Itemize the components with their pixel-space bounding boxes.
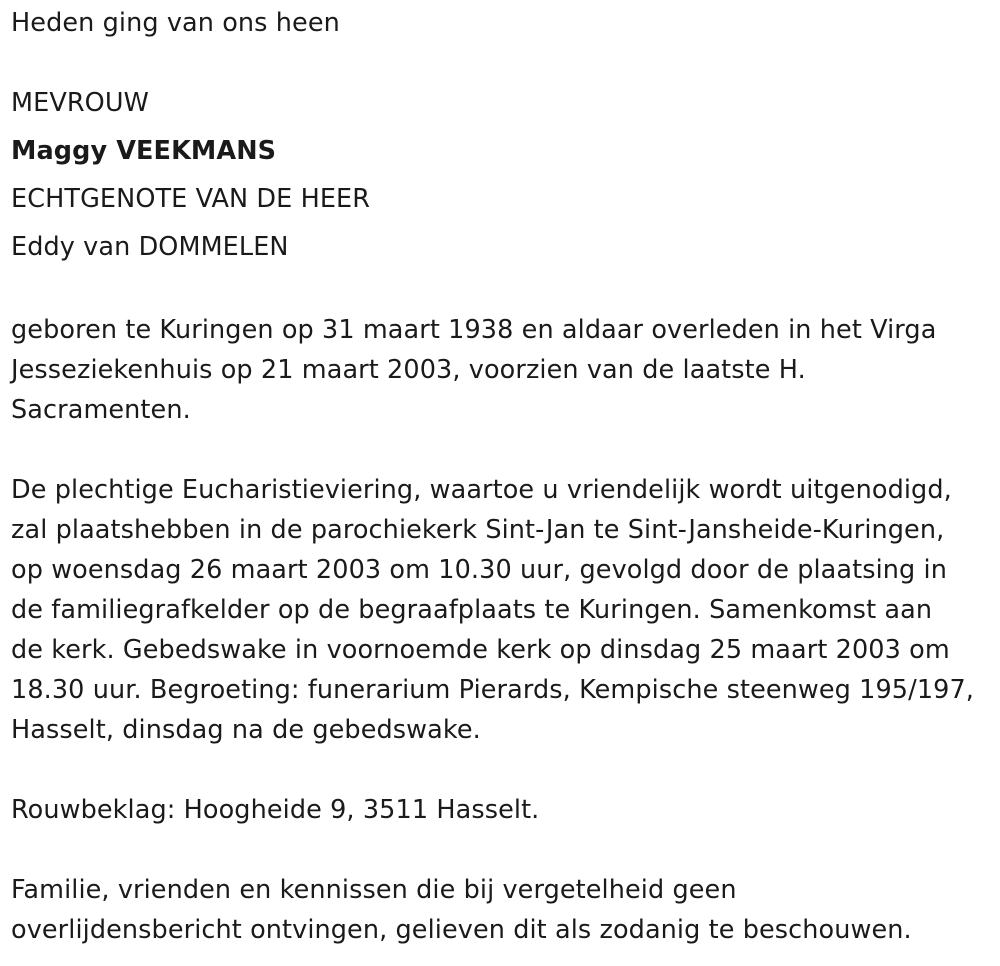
birth-paragraph-line: Jesseziekenhuis op 21 maart 2003, voorzien van de laatste H.: [11, 355, 806, 385]
closing-paragraph: [11, 870, 996, 950]
ceremony-paragraph-line: De plechtige Eucharistieviering, waartoe u vriendelijk wordt uitgenodigd,: [11, 475, 952, 505]
birth-paragraph-line: Sacramenten.: [11, 395, 191, 425]
condolence-address: [11, 790, 996, 830]
ceremony-paragraph-line: de familiegrafkelder op de begraafplaats te Kuringen. Samenkomst aan: [11, 595, 933, 625]
spouse-label: ECHTGENOTE VAN DE HEER: [11, 184, 371, 214]
ceremony-paragraph-line: op woensdag 26 maart 2003 om 10.30 uur, gevolgd door de plaatsing in: [11, 555, 947, 585]
ceremony-paragraph-line: de kerk. Gebedswake in voornoemde kerk op dinsdag 25 maart 2003 om: [11, 635, 950, 665]
intro-line: Heden ging van ons heen: [11, 8, 340, 38]
spouse-name: Eddy van DOMMELEN: [11, 232, 289, 262]
birth-paragraph-line: geboren te Kuringen op 31 maart 1938 en aldaar overleden in het Virga: [11, 315, 937, 345]
ceremony-paragraph: [11, 470, 996, 750]
title-label: MEVROUW: [11, 88, 149, 118]
ceremony-paragraph-line: 18.30 uur. Begroeting: funerarium Pierards, Kempische steenweg 195/197,: [11, 675, 975, 705]
ceremony-paragraph-line: zal plaatshebben in de parochiekerk Sint-Jan te Sint-Jansheide-Kuringen,: [11, 515, 945, 545]
deceased-name: Maggy VEEKMANS: [11, 136, 277, 166]
condolence-address-line: Rouwbeklag: Hoogheide 9, 3511 Hasselt.: [11, 795, 540, 825]
ceremony-paragraph-line: Hasselt, dinsdag na de gebedswake.: [11, 715, 481, 745]
closing-paragraph-line: overlijdensbericht ontvingen, gelieven dit als zodanig te beschouwen.: [11, 915, 912, 945]
closing-paragraph-line: Familie, vrienden en kennissen die bij vergetelheid geen: [11, 875, 737, 905]
birth-paragraph: [11, 310, 996, 430]
